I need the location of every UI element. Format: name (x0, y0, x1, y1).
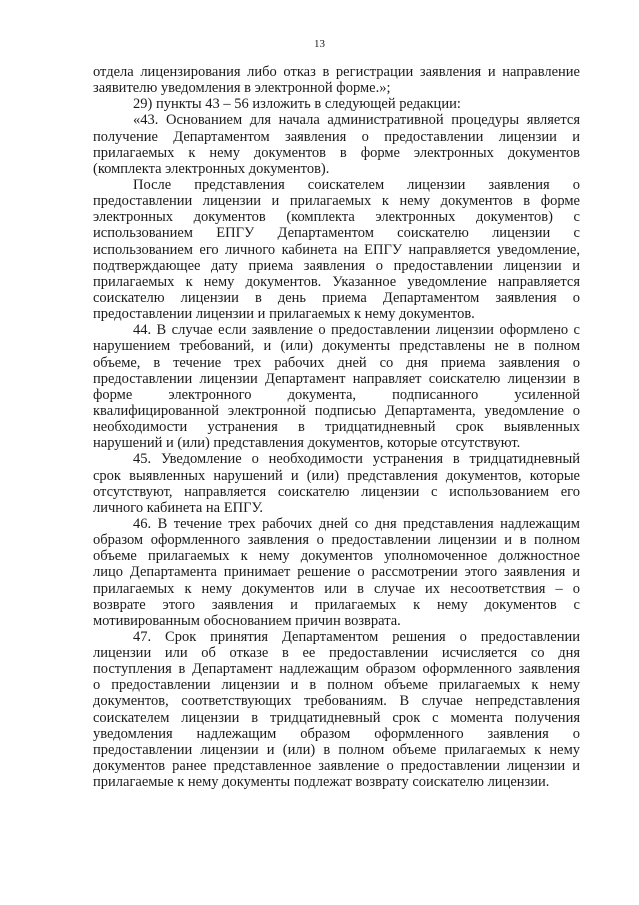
text-line: получение Департаментом заявления о предоставлении лицензии и (93, 128, 580, 145)
text-line: предоставлении лицензии и прилагаемых к нему документов в форме (93, 193, 580, 210)
text-line: После представления соискателем лицензии заявления о (133, 176, 580, 193)
text-line: (комплекта электронных документов). (93, 160, 330, 177)
text-line: 29) пункты 43 – 56 изложить в следующей редакции: (133, 96, 461, 113)
text-line: нарушений и (или) представления документов, которые отсутствуют. (93, 435, 521, 452)
page-number: 13 (314, 38, 325, 50)
text-line: мотивированным обоснованием причин возврата. (93, 612, 401, 629)
text-line: соискателем лицензии в тридцатидневный срок с момента получения (93, 709, 580, 726)
text-line: прилагаемых к нему документов в форме электронных документов (93, 144, 580, 161)
text-line: прилагаемых к нему документов или в случае их несоответствия – о (93, 580, 580, 597)
text-line: предоставлении лицензии и прилагаемых к нему документов. (93, 306, 475, 323)
text-line: заявителю уведомления в электронной форме.»; (93, 80, 391, 97)
document-body (93, 64, 580, 790)
text-line: лицензии или об отказе в ее предоставлении исчисляется со дня (93, 645, 580, 662)
text-line: предоставлении лицензии Департамент направляет соискателю лицензии в (93, 370, 580, 387)
text-line: использованием ЕПГУ Департаментом соискателю лицензии с (93, 225, 580, 242)
text-line: уведомления надлежащим образом оформленного заявления о (93, 725, 580, 742)
text-line: предоставлении лицензии и (или) в полном объеме прилагаемых к нему (93, 741, 580, 758)
text-line: личного кабинета на ЕПГУ. (93, 499, 263, 516)
text-line: нарушением требований, и (или) документы представлены не в полном (93, 338, 580, 355)
text-line: 44. В случае если заявление о предоставлении лицензии оформлено с (133, 322, 580, 339)
text-line: образом оформленного заявления о предоставлении лицензии и в полном (93, 532, 580, 549)
text-line: документов, соответствующих требованиям. В случае непредставления (93, 693, 580, 710)
text-line: квалифицированной электронной подписью Департамента, уведомление о (93, 402, 580, 419)
text-line: прилагаемых к нему документов. Указанное уведомление направляется (93, 273, 580, 290)
text-line: возврате этого заявления и прилагаемых к нему документов с (93, 596, 580, 613)
text-line: лицо Департамента принимает решение о рассмотрении этого заявления и (93, 564, 580, 581)
text-line: подтверждающее дату приема заявления о предоставлении лицензии и (93, 257, 580, 274)
text-line: электронных документов (комплекта электронных документов) с (93, 209, 580, 226)
text-line: прилагаемые к нему документы подлежат возврату соискателю лицензии. (93, 774, 550, 791)
text-line: срок выявленных нарушений и (или) представления документов, которые (93, 467, 580, 484)
text-line: объеме прилагаемых к нему документов уполномоченное должностное (93, 548, 580, 565)
text-line: 45. Уведомление о необходимости устранения в тридцатидневный (133, 451, 580, 468)
text-line: «43. Основанием для начала административной процедуры является (133, 112, 580, 129)
text-line: форме электронного документа, подписанного усиленной (93, 386, 580, 403)
text-line: 47. Срок принятия Департаментом решения о предоставлении (133, 628, 580, 645)
text-line: 46. В течение трех рабочих дней со дня представления надлежащим (133, 515, 580, 532)
text-line: о предоставлении лицензии и в полном объеме прилагаемых к нему (93, 677, 580, 694)
text-line: объеме, в течение трех рабочих дней со дня приема заявления о (93, 354, 580, 371)
text-line: использованием его личного кабинета на ЕПГУ направляется уведомление, (93, 241, 580, 258)
text-line: документов ранее представленное заявление о предоставлении лицензии и (93, 758, 580, 775)
text-line: соискателю лицензии в день приема Департаментом заявления о (93, 289, 580, 306)
text-line: отдела лицензирования либо отказ в регистрации заявления и направление (93, 64, 580, 80)
text-line: отсутствуют, направляется соискателю лицензии с использованием его (93, 483, 580, 500)
text-line: поступления в Департамент надлежащим образом оформленного заявления (93, 661, 580, 678)
text-line: необходимости устранения в тридцатидневный срок выявленных (93, 419, 580, 436)
